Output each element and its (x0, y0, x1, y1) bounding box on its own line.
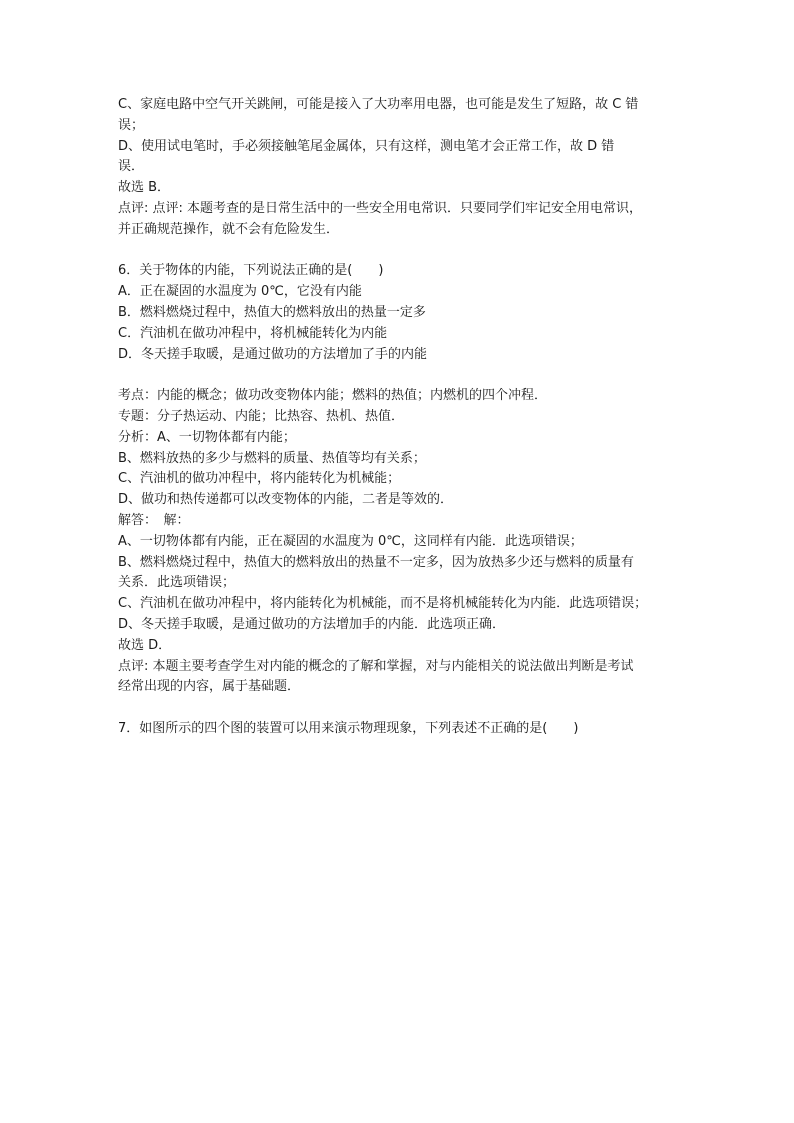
knowledge-point: 考点：内能的概念；做功改变物体内能；燃料的热值；内燃机的四个冲程． (118, 388, 548, 404)
comment-line: 点评: 本题主要考查学生对内能的概念的了解和掌握，对与内能相关的说法做出判断是考试 (118, 658, 634, 674)
answer-heading: 解答： 解： (118, 512, 190, 528)
question-stem: 6．关于物体的内能，下列说法正确的是( ) (118, 263, 384, 279)
text-line: C、家庭电路中空气开关跳闸，可能是接入了大功率用电器，也可能是发生了短路，故 C 错 (118, 97, 639, 112)
analysis: 分析：A、一切物体都有内能； (118, 429, 296, 445)
option-d: D．冬天搓手取暖，是通过做功的方法增加了手的内能 (118, 346, 428, 362)
question-stem: 7．如图所示的四个图的装置可以用来演示物理现象，下列表述不正确的是( ) (118, 720, 579, 736)
option-c: C．汽油机在做功冲程中，将机械能转化为内能 (118, 325, 388, 341)
comment-line: 点评: 点评: 本题考查的是日常生活中的一些安全用电常识．只要同学们牢记安全用电常识， (118, 200, 643, 216)
question-6 (118, 261, 683, 365)
analysis: D、做功和热传递都可以改变物体的内能，二者是等效的． (118, 492, 454, 508)
previous-question-solution (118, 95, 683, 241)
option-a: A．正在凝固的水温度为 0℃，它没有内能 (118, 284, 362, 300)
answer-text: C、汽油机在做功冲程中，将内能转化为机械能，而不是将机械能转化为内能．此选项错误； (118, 596, 648, 612)
question-6-solution (118, 386, 683, 698)
text-line: 误； (118, 117, 145, 133)
spacer (118, 365, 683, 386)
analysis: C、汽油机的做功冲程中，将内能转化为机械能； (118, 471, 401, 487)
answer-text: D、冬天搓手取暖，是通过做功的方法增加手的内能．此选项正确． (118, 616, 506, 632)
answer-text: B、燃料燃烧过程中，热值大的燃料放出的热量不一定多，因为放热多少还与燃料的质量有 (118, 554, 634, 570)
comment-line: 经常出现的内容，属于基础题． (118, 679, 301, 695)
analysis: B、燃料放热的多少与燃料的质量、热值等均有关系； (118, 450, 426, 466)
answer-text: 关系．此选项错误； (118, 575, 236, 591)
answer-line: 故选 B． (118, 180, 171, 196)
text-line: 误． (118, 159, 145, 175)
comment-line: 并正确规范操作，就不会有危险发生． (118, 221, 340, 237)
text-line: D、使用试电笔时，手必须接触笔尾金属体，只有这样，测电笔才会正常工作，故 D 错 (118, 138, 615, 154)
topic: 专题：分子热运动、内能；比热容、热机、热值． (118, 408, 405, 424)
document-content (118, 95, 683, 740)
answer-line: 故选 D． (118, 637, 172, 653)
answer-text: A、一切物体都有内能，正在凝固的水温度为 0℃，这同样有内能．此选项错误； (118, 533, 583, 549)
question-7 (118, 719, 683, 740)
option-b: B．燃料燃烧过程中，热值大的燃料放出的热量一定多 (118, 304, 426, 320)
spacer (118, 241, 683, 262)
spacer (118, 698, 683, 719)
